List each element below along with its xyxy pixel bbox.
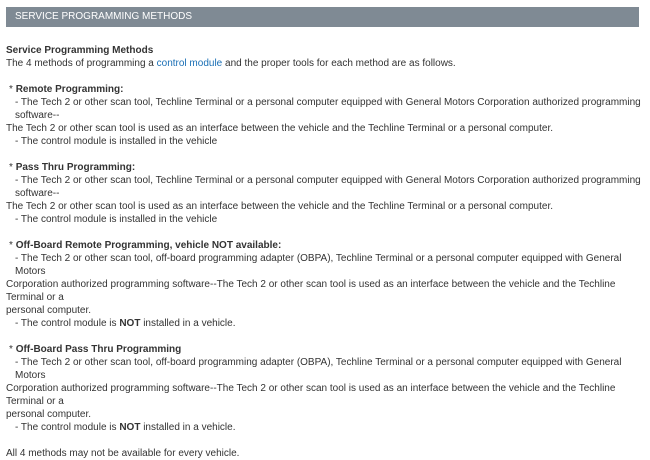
method-passthru-title: * Pass Thru Programming: bbox=[9, 162, 136, 173]
bullet: * bbox=[9, 162, 13, 173]
intro-text bbox=[6, 57, 642, 70]
method-offboard-passthru-line1: - The Tech 2 or other scan tool, off-board programming adapter (OBPA), Techline Terminal or a personal computer equipped with General Motors bbox=[15, 357, 622, 381]
method-offboard-remote-line3: personal computer. bbox=[6, 305, 92, 316]
intro-heading: Service Programming Methods bbox=[6, 45, 154, 56]
method-offboard-remote-title: * Off-Board Remote Programming, vehicle NOT available: bbox=[9, 240, 282, 251]
control-module-link[interactable]: control module bbox=[156, 58, 223, 69]
method-remote-line2: The Tech 2 or other scan tool is used as an interface between the vehicle and the Techline Terminal or a personal computer. bbox=[6, 123, 553, 134]
intro-text-before: The 4 methods of programming a bbox=[6, 58, 157, 69]
method-offboard-passthru-note: - The control module is NOT installed in a vehicle. bbox=[15, 422, 236, 433]
bullet: * bbox=[9, 240, 13, 251]
section-header bbox=[6, 7, 639, 27]
method-offboard-remote-line2: Corporation authorized programming software--The Tech 2 or other scan tool is used as an interface between the vehicle and the Techline Terminal or a bbox=[6, 279, 616, 303]
method-offboard-remote-line1: - The Tech 2 or other scan tool, off-board programming adapter (OBPA), Techline Terminal or a personal computer equipped with General Motors bbox=[15, 253, 622, 277]
footer-note: All 4 methods may not be available for every vehicle. bbox=[6, 448, 240, 459]
method-offboard-passthru-line3: personal computer. bbox=[6, 409, 92, 420]
bullet: * bbox=[9, 344, 13, 355]
section-title: SERVICE PROGRAMMING METHODS bbox=[15, 11, 193, 22]
method-remote-title: * Remote Programming: bbox=[9, 84, 124, 95]
method-offboard-passthru-title: * Off-Board Pass Thru Programming bbox=[9, 344, 182, 355]
method-passthru-line1: - The Tech 2 or other scan tool, Techline Terminal or a personal computer equipped with General Motors Corporation authorized programming software-- bbox=[15, 175, 641, 199]
method-passthru-line2: The Tech 2 or other scan tool is used as an interface between the vehicle and the Techline Terminal or a personal computer. bbox=[6, 201, 553, 212]
method-remote-note: - The control module is installed in the vehicle bbox=[15, 136, 218, 147]
method-passthru-note: - The control module is installed in the vehicle bbox=[15, 214, 218, 225]
bullet: * bbox=[9, 84, 13, 95]
intro-text-after: and the proper tools for each method are as follows. bbox=[222, 58, 456, 69]
method-offboard-passthru-line2: Corporation authorized programming software--The Tech 2 or other scan tool is used as an interface between the vehicle and the Techline Terminal or a bbox=[6, 383, 616, 407]
document-body bbox=[6, 44, 642, 460]
method-remote-line1: - The Tech 2 or other scan tool, Techline Terminal or a personal computer equipped with General Motors Corporation authorized programming software-- bbox=[15, 97, 641, 121]
method-offboard-remote-note: - The control module is NOT installed in a vehicle. bbox=[15, 318, 236, 329]
